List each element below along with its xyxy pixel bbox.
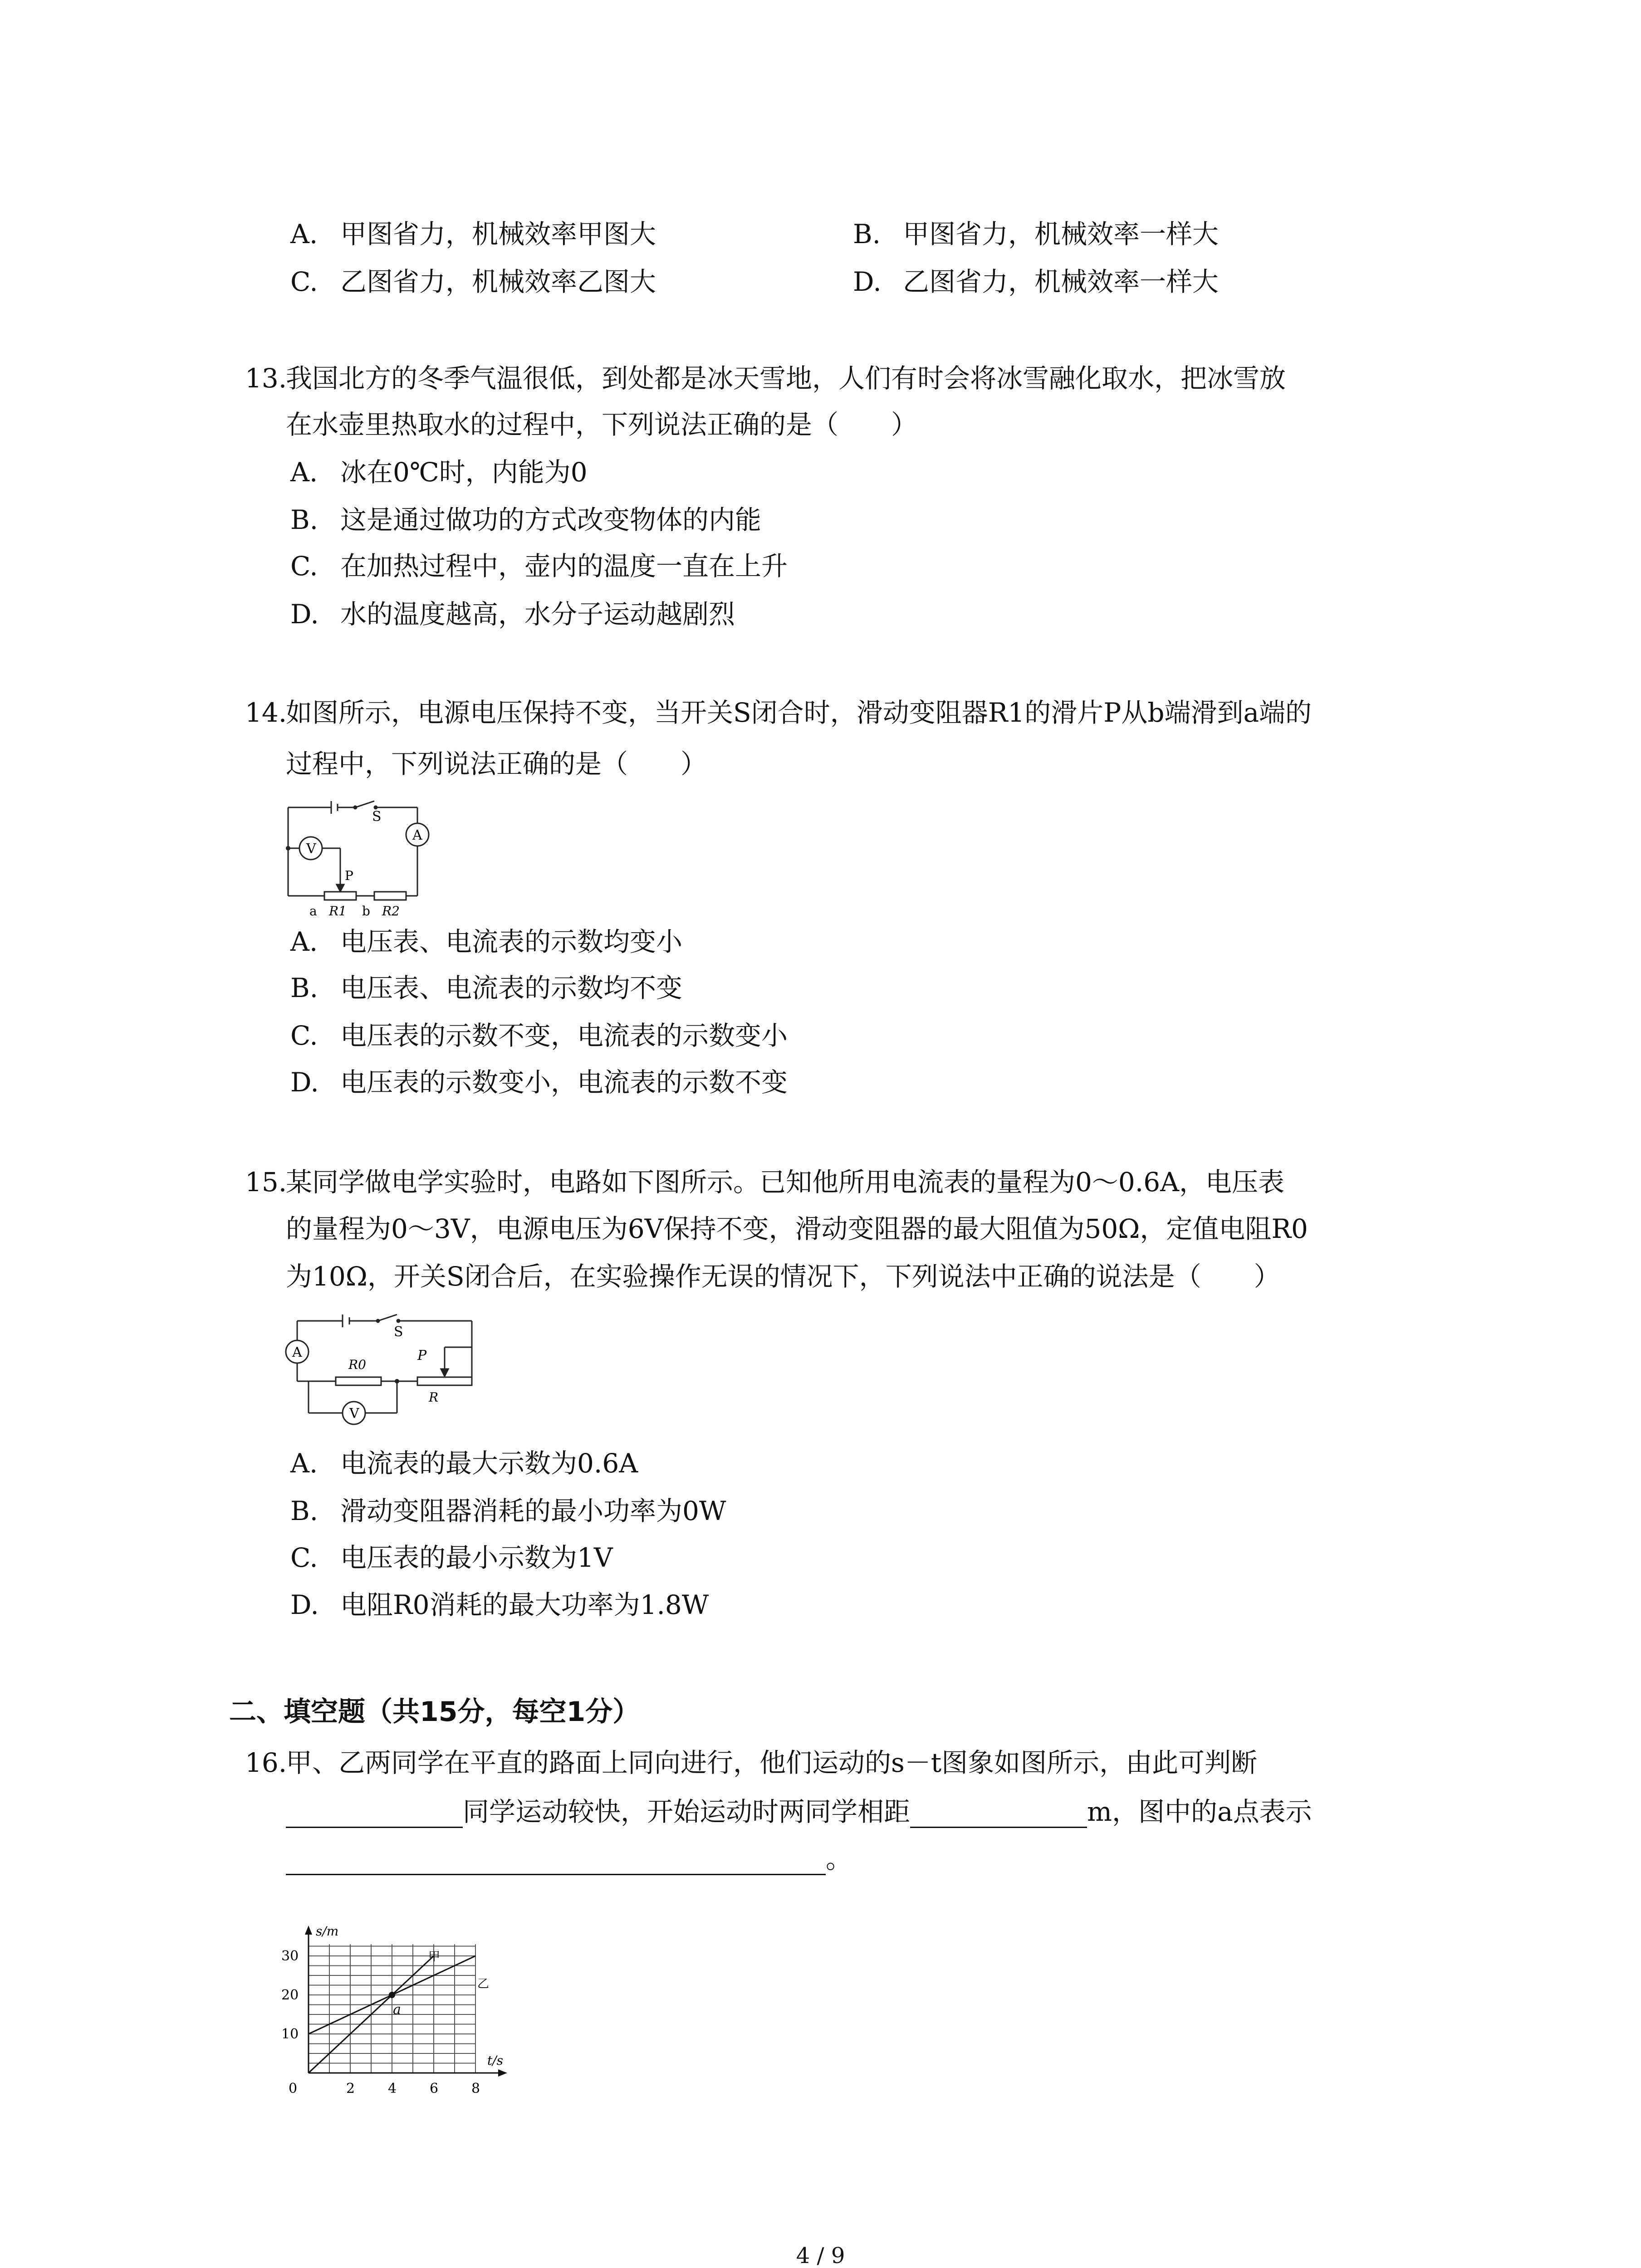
- q13-option-c: C. 在加热过程中，壶内的温度一直在上升: [290, 551, 788, 582]
- q16-blank-1[interactable]: [286, 1801, 463, 1828]
- q14-label-r1: R1: [329, 904, 347, 919]
- q14-option-d: D. 电压表的示数变小，电流表的示数不变: [290, 1067, 788, 1098]
- q14-label-voltmeter: V: [306, 841, 316, 857]
- q13-stem-2: 在水壶里热取水的过程中，下列说法正确的是（ ）: [286, 409, 918, 440]
- q16-blank-3[interactable]: [286, 1848, 826, 1875]
- x-tick-label: 8: [471, 2081, 480, 2097]
- q12-option-d: D. 乙图省力，机械效率一样大: [853, 266, 1219, 297]
- q14-label-b: b: [362, 904, 370, 919]
- q16-stem-2: 同学运动较快，开始运动时两同学相距 m，图中的a点表示: [286, 1795, 1312, 1828]
- q14-label-slider: P: [345, 868, 353, 883]
- section-2-title: 二、填空题（共15分，每空1分）: [229, 1696, 640, 1728]
- x-axis-label: t/s: [487, 2053, 504, 2068]
- q14-label-switch: S: [372, 809, 382, 825]
- origin-label: 0: [289, 2081, 298, 2097]
- q15-label-voltmeter: V: [349, 1406, 359, 1422]
- q13-option-a: A. 冰在0℃时，内能为0: [290, 457, 588, 488]
- q12-option-a: A. 甲图省力，机械效率甲图大: [290, 219, 656, 249]
- point-a-label: a: [393, 2002, 401, 2018]
- q16-blank-2[interactable]: [910, 1801, 1087, 1828]
- q16-stem-3: 。: [286, 1843, 852, 1875]
- x-tick-label: 2: [346, 2081, 355, 2097]
- x-tick-label: 4: [388, 2081, 397, 2097]
- page-number: 4 / 9: [796, 2243, 845, 2268]
- q14-label-r2: R2: [382, 904, 400, 919]
- y-tick-label: 20: [281, 1987, 299, 2003]
- series-label-yi: 乙: [477, 1977, 490, 1991]
- q15-label-r0: R0: [348, 1357, 366, 1372]
- q15-label-switch: S: [394, 1324, 403, 1340]
- q16-st-chart: [277, 1887, 531, 2100]
- x-axis-arrow: [498, 2069, 507, 2077]
- q13-number: 13.: [245, 363, 287, 394]
- y-tick-label: 30: [281, 1948, 299, 1964]
- q14-option-a: A. 电压表、电流表的示数均变小: [290, 926, 683, 957]
- q14-label-ammeter: A: [412, 827, 422, 843]
- q15-stem-1: 某同学做电学实验时，电路如下图所示。已知他所用电流表的量程为0～0.6A，电压表: [286, 1167, 1285, 1198]
- q14-circuit-diagram: [281, 798, 472, 921]
- q15-number: 15.: [245, 1167, 287, 1198]
- q14-stem-2: 过程中，下列说法正确的是（ ）: [286, 748, 707, 779]
- x-tick-label: 6: [430, 2081, 439, 2097]
- q16-number: 16.: [245, 1747, 287, 1778]
- q15-stem-2: 的量程为0～3V，电源电压为6V保持不变，滑动变阻器的最大阻值为50Ω，定值电阻R0: [286, 1213, 1308, 1244]
- q15-option-b: B. 滑动变阻器消耗的最小功率为0W: [290, 1496, 726, 1526]
- q15-label-r: R: [429, 1390, 439, 1405]
- q15-stem-3: 为10Ω，开关S闭合后，在实验操作无误的情况下，下列说法中正确的说法是（ ）: [286, 1261, 1280, 1292]
- q13-option-b: B. 这是通过做功的方式改变物体的内能: [290, 504, 762, 535]
- point-a-marker: [389, 1992, 395, 1998]
- q16-stem-1: 甲、乙两同学在平直的路面上同向进行，他们运动的s－t图象如图所示，由此可判断: [286, 1747, 1258, 1778]
- q14-stem-1: 如图所示，电源电压保持不变，当开关S闭合时，滑动变阻器R1的滑片P从b端滑到a端的: [286, 697, 1312, 728]
- q14-option-b: B. 电压表、电流表的示数均不变: [290, 973, 683, 1003]
- q12-option-c: C. 乙图省力，机械效率乙图大: [290, 266, 656, 297]
- q15-label-ammeter: A: [292, 1344, 302, 1360]
- series-label-jia: 甲: [428, 1950, 441, 1964]
- q15-option-c: C. 电压表的最小示数为1V: [290, 1542, 613, 1573]
- q14-label-a: a: [309, 904, 317, 919]
- y-axis-label: s/m: [316, 1924, 339, 1939]
- q14-option-c: C. 电压表的示数不变，电流表的示数变小: [290, 1020, 788, 1051]
- q15-option-d: D. 电阻R0消耗的最大功率为1.8W: [290, 1589, 709, 1620]
- y-tick-label: 10: [281, 2026, 299, 2042]
- q12-option-b: B. 甲图省力，机械效率一样大: [853, 219, 1219, 249]
- q14-number: 14.: [245, 697, 287, 728]
- q13-option-d: D. 水的温度越高，水分子运动越剧烈: [290, 599, 735, 630]
- q15-circuit-diagram: [281, 1311, 490, 1438]
- q15-option-a: A. 电流表的最大示数为0.6A: [290, 1448, 638, 1479]
- q15-label-slider: P: [417, 1348, 427, 1364]
- q13-stem-1: 我国北方的冬季气温很低，到处都是冰天雪地，人们有时会将冰雪融化取水，把冰雪放: [286, 363, 1286, 394]
- y-axis-arrow: [305, 1926, 312, 1935]
